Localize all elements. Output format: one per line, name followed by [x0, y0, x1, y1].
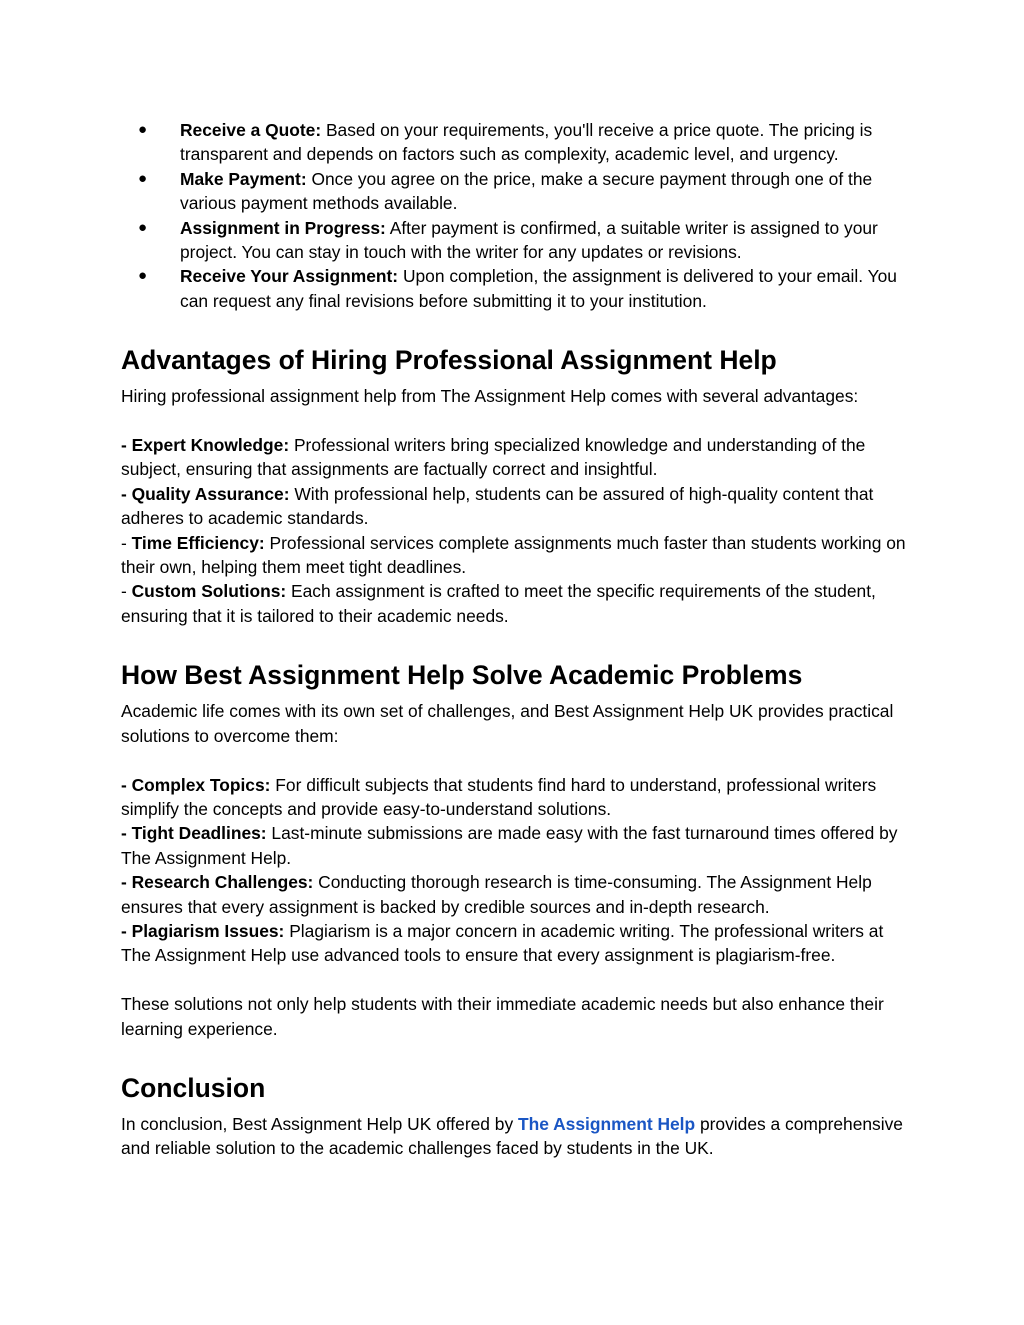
- bullet-icon: ●: [138, 218, 148, 236]
- step-title: Receive Your Assignment:: [180, 266, 399, 287]
- list-item: [121, 264, 911, 313]
- advantage-prefix: -: [121, 532, 132, 553]
- problems-closing: These solutions not only help students with their immediate academic needs but also enhance their learning experience.: [121, 994, 884, 1039]
- process-steps-list: [121, 118, 911, 313]
- advantage-item-expert-knowledge: [121, 433, 911, 482]
- paragraph-spacer: [121, 409, 911, 433]
- problem-title: - Tight Deadlines:: [121, 823, 267, 844]
- advantage-title: Time Efficiency:: [131, 532, 265, 553]
- bullet-icon: ●: [138, 267, 148, 285]
- step-title: Assignment in Progress:: [180, 217, 386, 238]
- problem-item-research-challenges: [121, 870, 911, 919]
- advantage-title: Custom Solutions:: [131, 581, 287, 602]
- advantage-title: - Quality Assurance:: [121, 483, 290, 504]
- step-text: After payment is confirmed, a suitable writer is assigned to your project. You can stay in touch with the writer for any updates or revisions.: [180, 217, 878, 263]
- problem-title: - Research Challenges:: [121, 872, 314, 893]
- step-title: Receive a Quote:: [180, 120, 322, 140]
- problem-item-complex-topics: [121, 773, 911, 822]
- paragraph-spacer: [121, 968, 911, 992]
- advantages-heading: Advantages of Hiring Professional Assignment Help: [121, 345, 777, 376]
- problem-title: - Complex Topics:: [121, 774, 271, 795]
- problems-intro: Academic life comes with its own set of challenges, and Best Assignment Help UK provides practical solutions to overcome them:: [121, 701, 894, 746]
- conclusion-text-after: provides a comprehensive and reliable solution to the academic challenges faced by students in the UK.: [121, 1113, 903, 1159]
- step-text: Upon completion, the assignment is delivered to your email. You can request any final revisions before submitting it to your institution.: [180, 266, 897, 311]
- document-page: [121, 118, 911, 1161]
- advantage-title: - Expert Knowledge:: [121, 435, 290, 456]
- conclusion-heading: Conclusion: [121, 1072, 266, 1103]
- conclusion-text-before: In conclusion, Best Assignment Help UK offered by: [121, 1113, 518, 1134]
- problems-heading: How Best Assignment Help Solve Academic Problems: [121, 660, 803, 691]
- problem-text: Plagiarism is a major concern in academic writing. The professional writers at The Assignment Help use advanced tools to ensure that every assignment is plagiarism-free.: [121, 920, 884, 966]
- advantage-item-time-efficiency: [121, 531, 911, 580]
- advantage-text: Each assignment is crafted to meet the specific requirements of the student, ensuring that it is tailored to their academic needs.: [121, 581, 876, 626]
- advantage-text: With professional help, students can be assured of high-quality content that adheres to academic standards.: [121, 483, 874, 529]
- the-assignment-help-link[interactable]: The Assignment Help: [517, 1113, 696, 1134]
- advantage-prefix: -: [121, 581, 132, 602]
- paragraph-spacer: [121, 748, 911, 772]
- advantage-text: Professional writers bring specialized knowledge and understanding of the subject, ensuring that assignments are factually correct and insightful.: [121, 435, 866, 480]
- advantage-item-custom-solutions: [121, 579, 911, 628]
- bullet-icon: ●: [138, 169, 148, 187]
- problem-item-plagiarism-issues: [121, 919, 911, 968]
- advantage-text: Professional services complete assignments much faster than students working on their own, helping them meet tight deadlines.: [121, 532, 906, 578]
- step-title: Make Payment:: [180, 168, 307, 189]
- problem-text: Conducting thorough research is time-consuming. The Assignment Help ensures that every assignment is backed by credible sources and in-depth research.: [121, 872, 872, 917]
- list-item: [121, 167, 911, 216]
- problem-text: For difficult subjects that students find hard to understand, professional writers simplify the concepts and provide easy-to-understand solutions.: [121, 774, 877, 819]
- conclusion-paragraph: [121, 1112, 911, 1161]
- problem-title: - Plagiarism Issues:: [121, 920, 285, 941]
- problem-text: Last-minute submissions are made easy with the fast turnaround times offered by The Assignment Help.: [121, 823, 898, 868]
- advantage-item-quality-assurance: [121, 482, 911, 531]
- advantages-intro: Hiring professional assignment help from The Assignment Help comes with several advantages:: [121, 386, 859, 407]
- list-item: [121, 216, 911, 265]
- step-text: Once you agree on the price, make a secure payment through one of the various payment methods available.: [180, 168, 873, 214]
- problem-item-tight-deadlines: [121, 821, 911, 870]
- bullet-icon: ●: [138, 121, 148, 138]
- step-text: Based on your requirements, you'll receive a price quote. The pricing is transparent and depends on factors such as complexity, academic level, and urgency.: [180, 120, 873, 165]
- list-item: [121, 118, 911, 167]
